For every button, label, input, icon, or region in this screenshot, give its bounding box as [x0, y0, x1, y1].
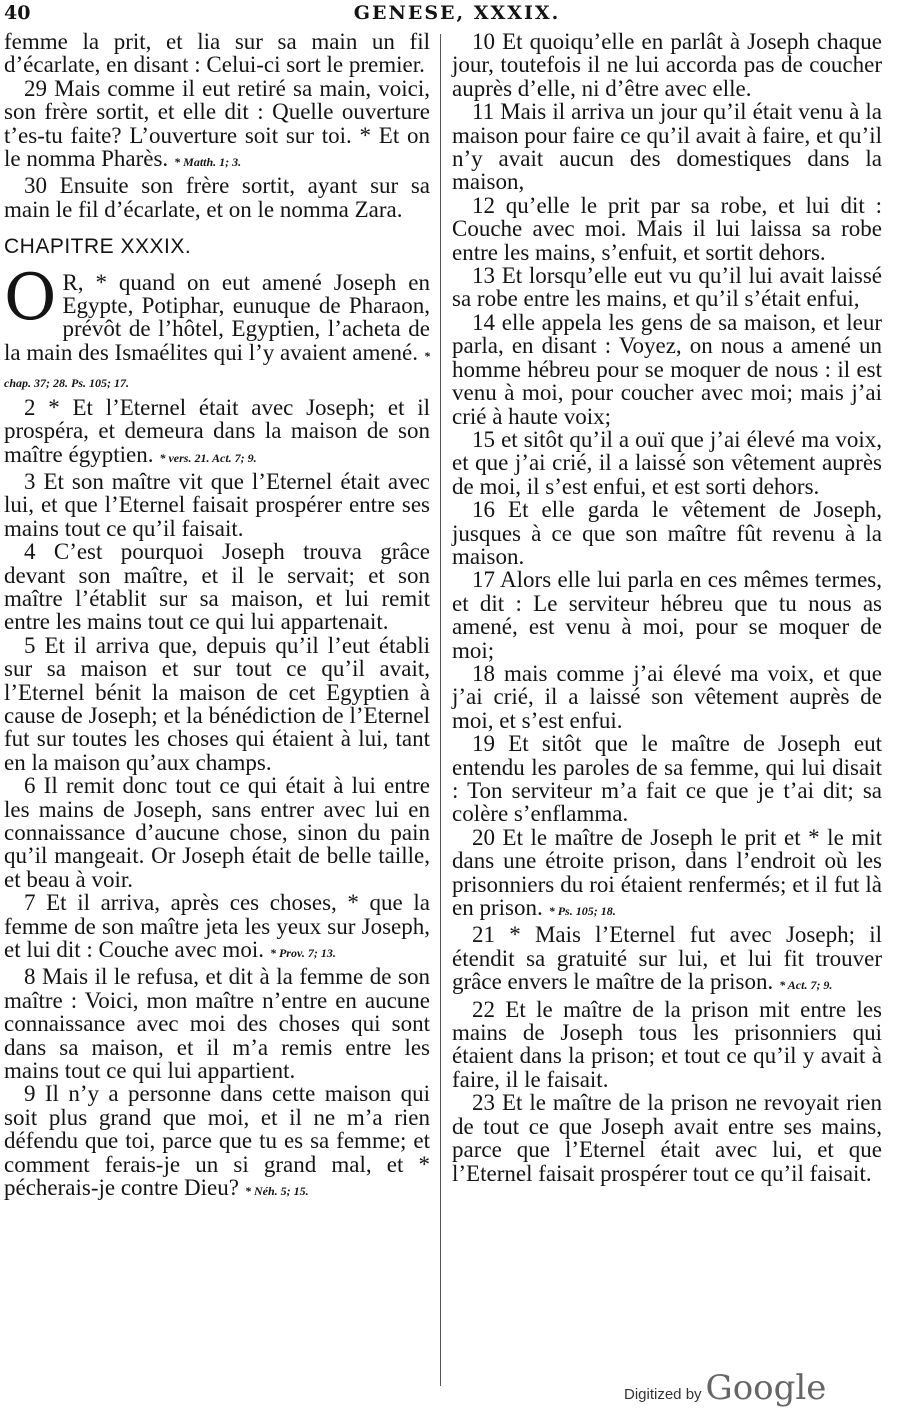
verse-14: 14 elle appela les gens de sa maison, et leur parla, en disant : Voyez, on nous a amené un homme hébreu pour se moquer de nous : il est venu à moi, pour coucher avec moi; mais j’ai crié à haute voix; [452, 309, 882, 429]
verse-10: 10 Et quoiqu’elle en parlât à Joseph chaque jour, toutefois il ne lui accorda pas de coucher auprès d’elle, ni d’être avec elle. [452, 29, 882, 101]
verse-16: 16 Et elle garda le vêtement de Joseph, jusques à ce que son maître fût revenu à la maison. [452, 497, 882, 569]
verse-21: 21 * Mais l’Eternel fut avec Joseph; il étendit sa gratuité sur lui, et lui fit trouver grâce envers le maître de la prison. * Act. 7; 9. [452, 922, 882, 995]
cross-reference: * Ps. 105; 18. [548, 904, 616, 919]
verse-4: 4 C’est pourquoi Joseph trouva grâce devant son maître, et il le servait; et son maître l’établit sur sa maison, et lui remit entre les mains tout ce qui lui appartenait. [4, 539, 430, 635]
cross-reference: * chap. 37; 28. Ps. 105; 17. [4, 348, 430, 391]
chapter-heading: CHAPITRE XXXIX. [4, 235, 192, 259]
verse-1: O R, * quand on eut amené Joseph en Egypte, Potiphar, eunuque de Pharaon, prévôt de l’hôtel, Egyptien, l’acheta de la main des Ismaélites qui l’y avaient amené. * chap. 37; 28. Ps. 105; 17. [4, 260, 430, 391]
column-divider [440, 34, 441, 1386]
digitized-by-google-watermark [624, 1368, 826, 1408]
verse-12: 12 qu’elle le prit par sa robe, et lui dit : Couche avec moi. Mais il lui laissa sa robe entre les mains, s’enfuit, et sortit dehors. [452, 192, 882, 265]
verse-22: 22 Et le maître de la prison mit entre les mains de Joseph tous les prisonniers qui étaient dans la prison; et tout ce qu’il y avait à faire, il le faisait. [452, 996, 882, 1092]
continued-paragraph: femme la prit, et lia sur sa main un fil d’écarlate, en disant : Celui-ci sort le premier. [4, 29, 430, 78]
digitized-label: Digitized by [624, 1386, 702, 1403]
drop-cap: O [4, 260, 57, 335]
page-number: 40 [4, 2, 31, 24]
verse-29: 29 Mais comme il eut retiré sa main, voici, son frère sortit, et elle dit : Quelle ouverture t’es-tu faite? L’ouverture soit sur toi. * Et on le nomma Pharès. * Matth. 1; 3. [4, 75, 430, 172]
left-column [4, 30, 430, 1204]
verse-8: 8 Mais il le refusa, et dit à la femme de son maître : Voici, mon maître n’entre en aucune connaissance avec moi des choses qui sont dans sa maison, et il m’a remis entre les mains tout ce qui lui appartient. [4, 964, 430, 1084]
verse-17: 17 Alors elle lui parla en ces mêmes termes, et dit : Le serviteur hébreu que tu nous as amené, est venu à moi, pour se moquer de moi; [452, 567, 882, 663]
verse-5: 5 Et il arriva que, depuis qu’il l’eut établi sur sa maison et sur tout ce qu’il avait, l’Eternel bénit la maison de cet Egyptien à cause de Joseph; et la bénédiction de l’Eternel fut sur toutes les choses qui étaient à lui, tant en la maison qu’aux champs. [4, 632, 430, 775]
cross-reference: * Prov. 7; 13. [269, 946, 336, 961]
verse-20: 20 Et le maître de Joseph le prit et * le mit dans une étroite prison, dans l’endroit où les prisonniers du roi étaient renfermés; et il fut là en prison. * Ps. 105; 18. [452, 824, 882, 921]
verse-19: 19 Et sitôt que le maître de Joseph eut entendu les paroles de sa femme, qui lui disait : Ton serviteur m’a fait ce que je t’ai dit; sa colère s’enflamma. [452, 731, 882, 827]
verse-9: 9 Il n’y a personne dans cette maison qui soit plus grand que moi, et il ne m’a rien défendu que toi, parce que tu es sa femme; et comment ferais-je un si grand mal, et * pécherais-je contre Dieu? * Néh. 5; 15. [4, 1081, 430, 1201]
verse-3: 3 Et son maître vit que l’Eternel était avec lui, et que l’Eternel faisait prospérer entre ses mains tout ce qu’il faisait. [4, 468, 430, 541]
verse-7: 7 Et il arriva, après ces choses, * que la femme de son maître jeta les yeux sur Joseph, et lui dit : Couche avec moi. * Prov. 7; 13. [4, 890, 430, 963]
verse-18: 18 mais comme j’ai élevé ma voix, et que j’ai crié, il a laissé son vêtement auprès de moi, et s’est enfui. [452, 660, 882, 733]
right-column [452, 30, 882, 1185]
verse-30: 30 Ensuite son frère sortit, ayant sur sa main le fil d’écarlate, et on le nomma Zara. [4, 173, 430, 222]
running-title: GENESE, XXXIX. [353, 2, 561, 24]
cross-reference: * Act. 7; 9. [779, 978, 833, 993]
verse-2: 2 * Et l’Eternel était avec Joseph; et il prospéra, et demeura dans la maison de son maître égyptien. * vers. 21. Act. 7; 9. [4, 394, 430, 467]
google-logo: Google [705, 1368, 827, 1408]
cross-reference: * Néh. 5; 15. [244, 1184, 309, 1199]
verse-11: 11 Mais il arriva un jour qu’il était venu à la maison pour faire ce qu’il avait à faire, et qu’il n’y avait aucun des domestiques dans la maison, [452, 99, 882, 195]
cross-reference: * vers. 21. Act. 7; 9. [159, 450, 257, 465]
verse-23: 23 Et le maître de la prison ne revoyait rien de tout ce que Joseph avait entre ses mains, parce que l’Eternel était avec lui, et que l’Eternel faisait prospérer tout ce qu’il faisait. [452, 1090, 882, 1186]
verse-6: 6 Il remit donc tout ce qui était à lui entre les mains de Joseph, sans entrer avec lui en connaissance d’aucune chose, sinon du pain qu’il mangeait. Or Joseph était de belle taille, et beau à voir. [4, 773, 430, 892]
verse-15: 15 et sitôt qu’il a ouï que j’ai élevé ma voix, et que j’ai crié, il a laissé son vêtement auprès de moi, il s’est enfui, et est sorti dehors. [452, 426, 882, 499]
running-header [0, 0, 914, 30]
verse-13: 13 Et lorsqu’elle eut vu qu’il lui avait laissé sa robe entre les mains, et qu’il s’était enfui, [452, 263, 882, 312]
cross-reference: * Matth. 1; 3. [174, 155, 242, 170]
